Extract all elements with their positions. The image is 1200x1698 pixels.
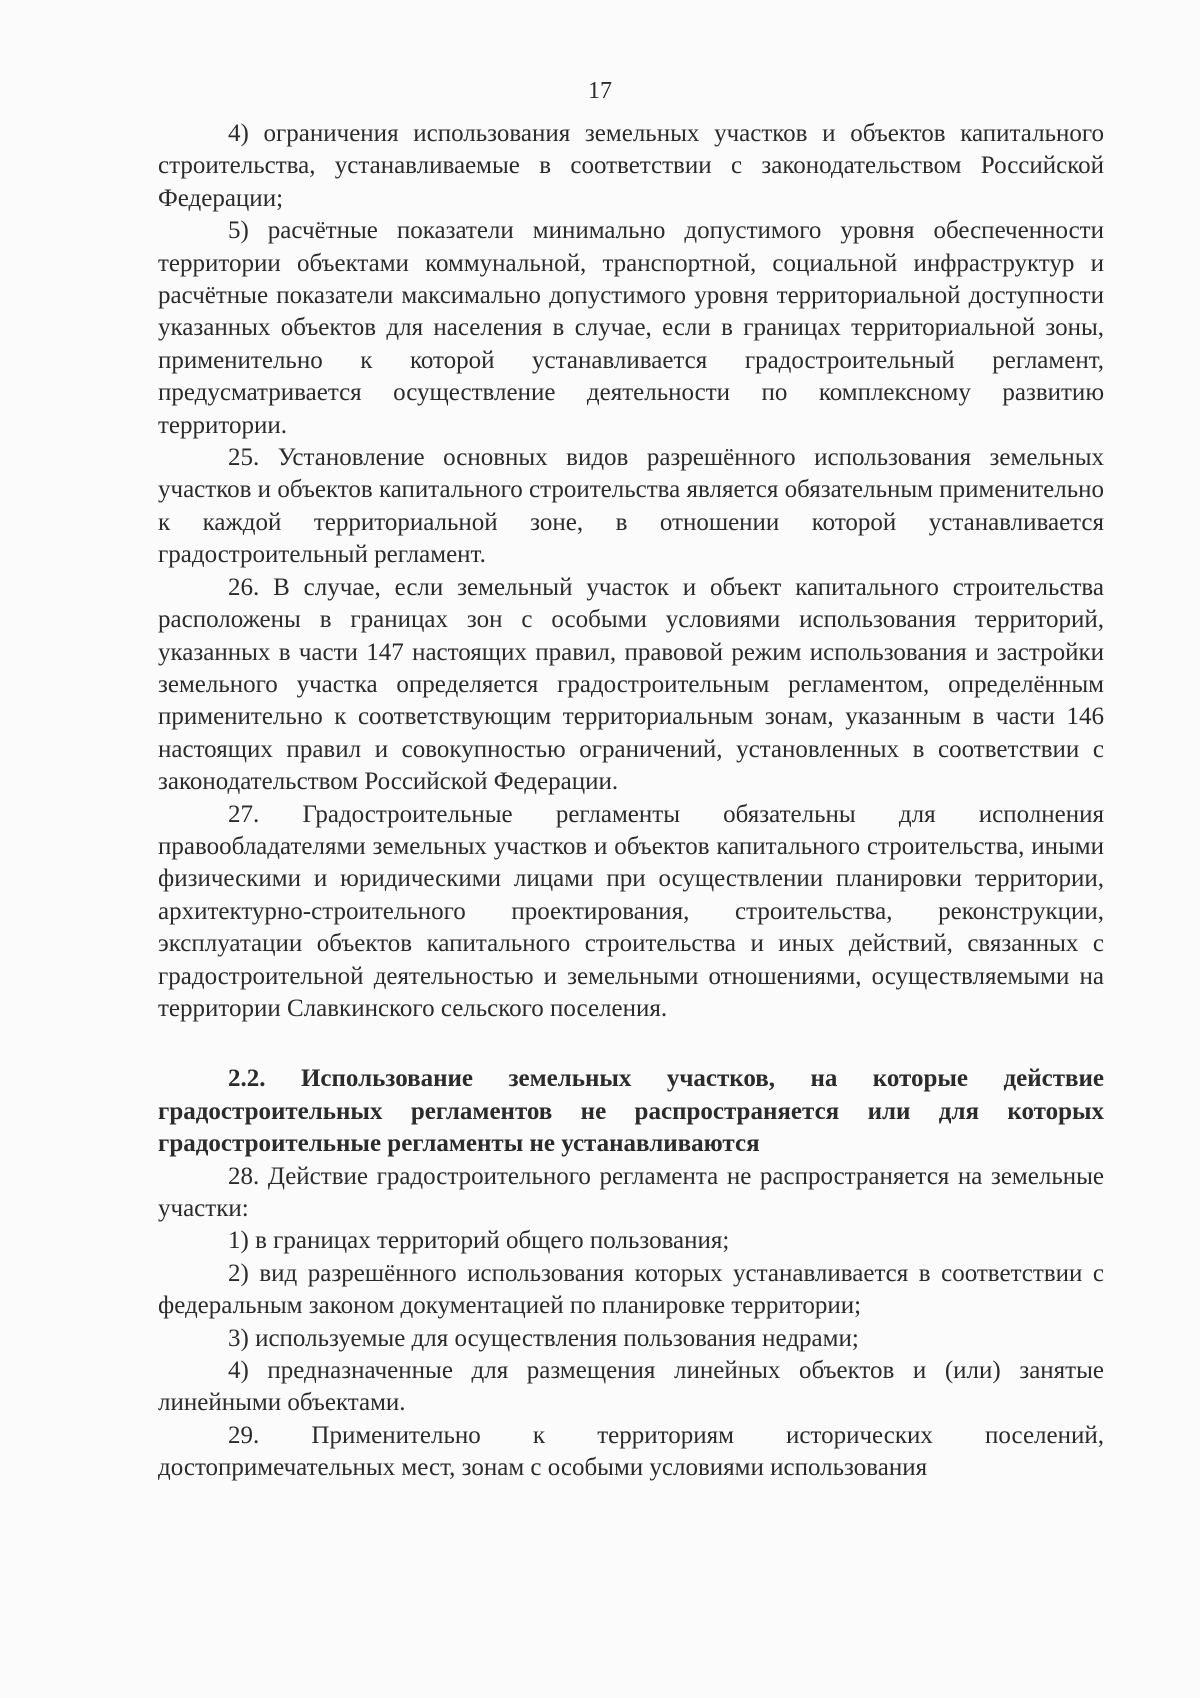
document-body bbox=[158, 118, 1104, 1485]
paragraph-26: 26. В случае, если земельный участок и объект капитального строительства расположены в границах зон с особыми условиями использования территорий, указанных в части 147 настоящих правил, правовой режим использования и застройки земельного участка определяется градостроительным регламентом, определённым применительно к соответствующим территориальным зонам, указанным в части 146 настоящих правил и совокупностью ограничений, установленных в соответствии с законодательством Российской Федерации. bbox=[158, 573, 1104, 796]
page-number: 17 bbox=[588, 78, 612, 104]
paragraph-item-5-indicators: 5) расчётные показатели минимально допустимого уровня обеспеченности территории объектами коммунальной, транспортной, социальной инфраструктур и расчётные показатели максимально допустимого уровня территориальной доступности указанных объектов для населения в случае, если в границах территориальной зоны, применительно к которой устанавливается градостроительный регламент, предусматривается осуществление деятельности по комплексному развитию территории. bbox=[158, 217, 1104, 439]
paragraph-28-item-1: 1) в границах территорий общего пользования; bbox=[228, 1227, 730, 1255]
paragraph-25: 25. Установление основных видов разрешённого использования земельных участков и объектов капитального строительства является обязательным применительно к каждой территориальной зоне, в отношении которой устанавливается градостроительный регламент. bbox=[158, 444, 1104, 569]
paragraph-29: 29. Применительно к территориям исторических поселений, достопримечательных мест, зонам с особыми условиями использования bbox=[158, 1421, 1104, 1482]
paragraph-28: 28. Действие градостроительного регламента не распространяется на земельные участки: bbox=[158, 1162, 1104, 1222]
paragraph-28-item-4: 4) предназначенные для размещения линейных объектов и (или) занятые линейными объектами. bbox=[158, 1357, 1104, 1417]
paragraph-27: 27. Градостроительные регламенты обязательны для исполнения правообладателями земельных участков и объектов капитального строительства, иными физическими и юридическими лицами при осуществлении планировки территории, архитектурно-строительного проектирования, строительства, реконструкции, эксплуатации объектов капитального строительства и иных действий, связанных с градостроительной деятельностью и земельными отношениями, осуществляемыми на территории Славкинского сельского поселения. bbox=[158, 800, 1104, 1022]
paragraph-item-4-restrictions: 4) ограничения использования земельных участков и объектов капитального строительства, устанавливаемые в соответствии с законодательством Российской Федерации; bbox=[158, 120, 1104, 212]
section-heading-2-2: 2.2. Использование земельных участков, на которые действие градостроительных регламентов не распространяется или для которых градостроительные регламенты не устанавливаются bbox=[158, 1065, 1104, 1158]
paragraph-28-item-3: 3) используемые для осуществления пользования недрами; bbox=[228, 1324, 859, 1352]
paragraph-28-item-2: 2) вид разрешённого использования которых устанавливается в соответствии с федеральным законом документацией по планировке территории; bbox=[158, 1259, 1104, 1320]
